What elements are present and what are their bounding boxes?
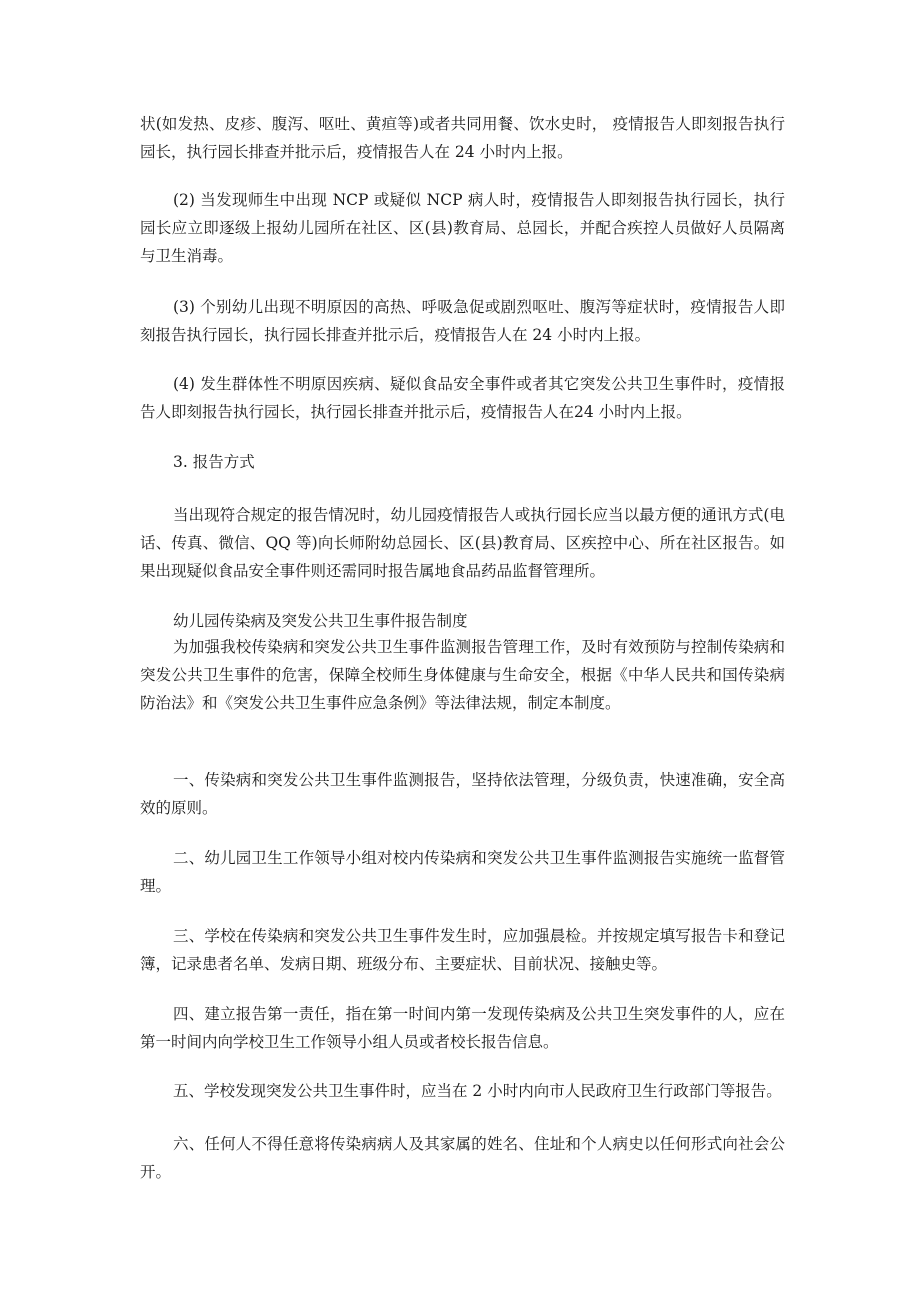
document-title: 幼儿园传染病及突发公共卫生事件报告制度 xyxy=(173,612,468,630)
clause-five: 五、学校发现突发公共卫生事件时，应当在 2 小时内向市人民政府卫生行政部门等报告。 xyxy=(173,1082,782,1100)
clause-six: 六、任何人不得任意将传染病病人及其家属的姓名、住址和个人病史以任何形式向社会公开。 xyxy=(140,1135,785,1181)
paragraph-item-3-fever: (3) 个别幼儿出现不明原因的高热、呼吸急促或剧烈呕吐、腹泻等症状时，疫情报告人即刻报告执行园长，执行园长排查并批示后，疫情报告人在 24 小时内上报。 xyxy=(140,298,785,344)
clause-one: 一、传染病和突发公共卫生事件监测报告，坚持依法管理，分级负责，快速准确，安全高效的原则。 xyxy=(140,771,785,817)
clause-three: 三、学校在传染病和突发公共卫生事件发生时，应加强晨检。并按规定填写报告卡和登记簿，记录患者名单、发病日期、班级分布、主要症状、目前状况、接触史等。 xyxy=(140,927,785,973)
paragraph-report-method: 当出现符合规定的报告情况时，幼儿园疫情报告人或执行园长应当以最方便的通讯方式(电话、传真、微信、QQ 等)向长师附幼总园长、区(县)教育局、区疾控中心、所在社区报告。如果出现疑似食品安全事件则还需同时报告属地食品药品监督管理所。 xyxy=(140,506,785,580)
section-heading-report-method: 3. 报告方式 xyxy=(173,453,255,471)
clause-two: 二、幼儿园卫生工作领导小组对校内传染病和突发公共卫生事件监测报告实施统一监督管理。 xyxy=(140,849,785,895)
paragraph-item-4-group-disease: (4) 发生群体性不明原因疾病、疑似食品安全事件或者其它突发公共卫生事件时，疫情报告人即刻报告执行园长，执行园长排查并批示后，疫情报告人在24 小时内上报。 xyxy=(140,375,785,421)
paragraph-item-2-ncp: (2) 当发现师生中出现 NCP 或疑似 NCP 病人时，疫情报告人即刻报告执行园长，执行园长应立即逐级上报幼儿园所在社区、区(县)教育局、总园长，并配合疾控人员做好人员隔离与卫生消毒。 xyxy=(140,191,785,265)
paragraph-intro: 为加强我校传染病和突发公共卫生事件监测报告管理工作，及时有效预防与控制传染病和突发公共卫生事件的危害，保障全校师生身体健康与生命安全，根据《中华人民共和国传染病防治法》和《突发公共卫生事件应急条例》等法律法规，制定本制度。 xyxy=(140,638,785,712)
paragraph-symptoms-continued: 状(如发热、皮疹、腹泻、呕吐、黄疸等)或者共同用餐、饮水史时， 疫情报告人即刻报告执行园长，执行园长排查并批示后，疫情报告人在 24 小时内上报。 xyxy=(140,115,785,161)
clause-four: 四、建立报告第一责任，指在第一时间内第一发现传染病及公共卫生突发事件的人，应在第一时间内向学校卫生工作领导小组人员或者校长报告信息。 xyxy=(140,1005,785,1051)
